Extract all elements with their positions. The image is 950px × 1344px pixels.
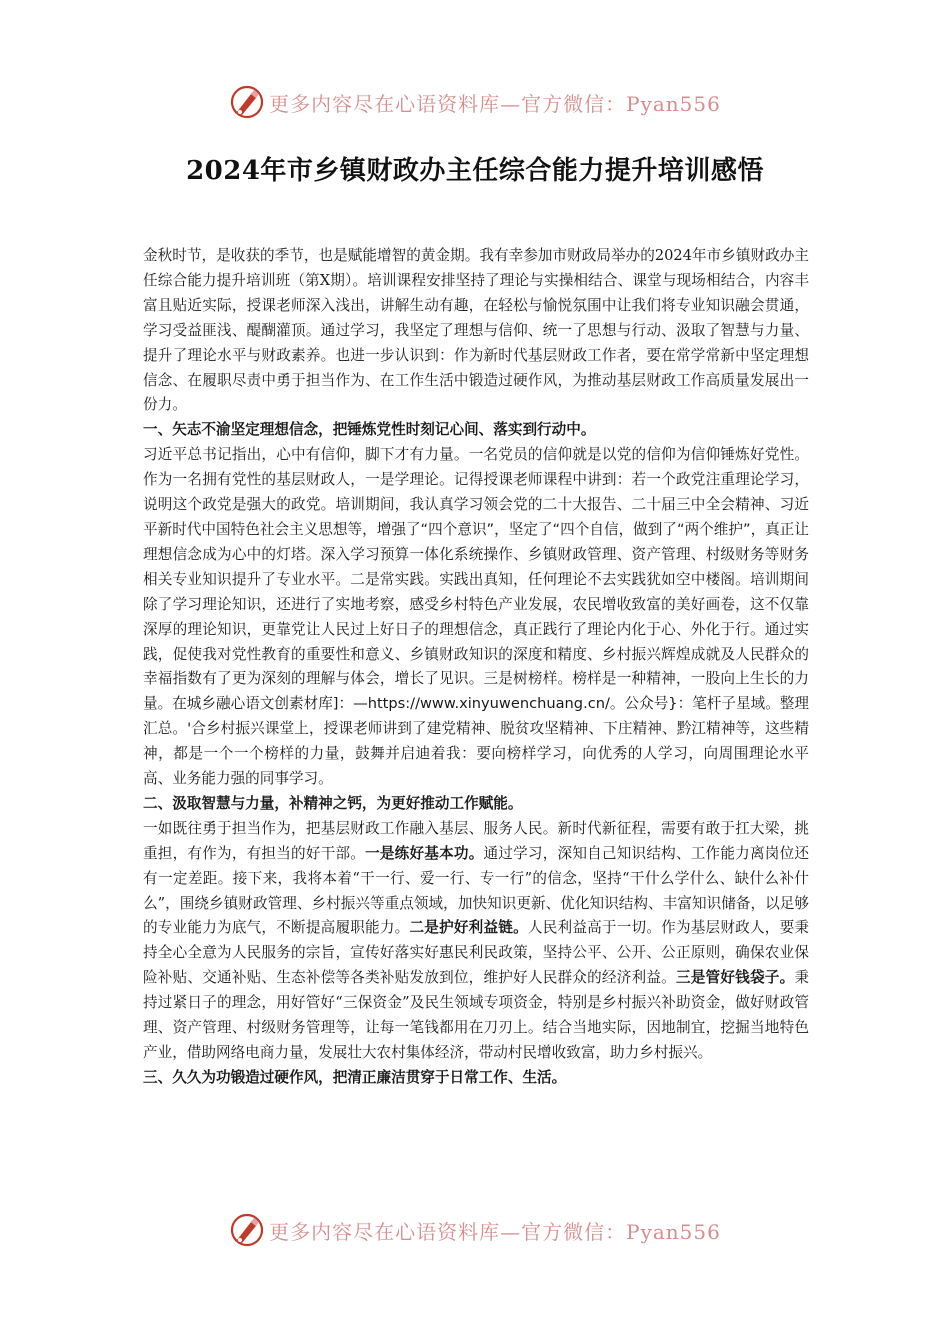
pen-logo-icon <box>229 84 265 120</box>
section-2-body <box>143 817 809 1066</box>
section-1-body: 习近平总书记指出，心中有信仰，脚下才有力量。一名党员的信仰就是以党的信仰为信仰锤炼好党性。作为一名拥有党性的基层财政人，一是学理论。记得授课老师课程中讲到：若一个政党注重理论学习，说明这个政党是强大的政党。培训期间，我认真学习领会党的二十大报告、二十届三中全会精神、习近平新时代中国特色社会主义思想等，增强了“四个意识”，坚定了“四个自信，做到了“两个维护”，真正让理想信念成为心中的灯塔。深入学习预算一体化系统操作、乡镇财政管理、资产管理、村级财务等财务相关专业知识提升了专业水平。二是常实践。实践出真知，任何理论不去实践犹如空中楼阁。培训期间除了学习理论知识，还进行了实地考察，感受乡村特色产业发展，农民增收致富的美好画卷，这不仅靠深厚的理论知识，更靠党让人民过上好日子的理想信念，真正践行了理论内化于心、外化于行。通过实践，促使我对党性教育的重要性和意义、乡镇财政知识的深度和精度、乡村振兴辉煌成就及人民群众的幸福指数有了更为深刻的理解与体会，增长了见识。三是树榜样。榜样是一种精神，一股向上生长的力量。在城乡融心语文创素材库]：—https://www.xinyuwenchuang.cn/。公众号}：笔杆子星域。整理汇总。'合乡村振兴课堂上，授课老师讲到了建党精神、脱贫攻坚精神、下庄精神、黔江精神等，这些精神，都是一个一个榜样的力量，鼓舞并启迪着我：要向榜样学习，向优秀的人学习，向周围理论水平高、业务能力强的同事学习。 <box>143 446 809 788</box>
banner-text: 更多内容尽在心语资料库—官方微信：Pyan556 <box>269 91 721 116</box>
section-2-point-2: 二是护好利益链。 <box>409 919 528 937</box>
banner-text: 更多内容尽在心语资料库—官方微信：Pyan556 <box>269 1219 721 1244</box>
section-2-heading: 二、汲取智慧与力量，补精神之钙，为更好推动工作赋能。 <box>143 794 523 812</box>
header-banner <box>0 82 950 122</box>
section-2-text-4: 秉持过紧日子的理念，用好管好“三保资金”及民生领域专项资金，特别是乡村振兴补助资金，做好财政管理、资产管理、村级财务管理等，让每一笔钱都用在刀刃上。结合当地实际，因地制宜，挖掘当地特色产业，借助网络电商力量，发展壮大农村集体经济，带动村民增收致富，助力乡村振兴。 <box>143 969 809 1061</box>
section-2-point-1: 一是练好基本功。 <box>365 844 484 862</box>
section-3-heading: 三、久久为功锻造过硬作风，把清正廉洁贯穿于日常工作、生活。 <box>143 1068 567 1086</box>
footer-banner <box>0 1210 950 1250</box>
section-1-heading: 一、矢志不渝坚定理想信念，把锤炼党性时刻记心间、落实到行动中。 <box>143 421 596 439</box>
page-title: 2024年市乡镇财政办主任综合能力提升培训感悟 <box>186 156 764 186</box>
intro-paragraph: 金秋时节，是收获的季节，也是赋能增智的黄金期。我有幸参加市财政局举办的2024年市乡镇财政办主任综合能力提升培训班（第X期）。培训课程安排坚持了理论与实操相结合、课堂与现场相结合，内容丰富且贴近实际，授课老师深入浅出，讲解生动有趣，在轻松与愉悦氛围中让我们将专业知识融会贯通，学习受益匪浅、醍醐灌顶。通过学习，我坚定了理想与信仰、统一了思想与行动、汲取了智慧与力量、提升了理论水平与财政素养。也进一步认识到：作为新时代基层财政工作者，要在常学常新中坚定理想信念、在履职尽责中勇于担当作为、在工作生活中锻造过硬作风，为推动基层财政工作高质量发展出一份力。 <box>143 247 809 414</box>
article-body <box>143 244 809 1091</box>
section-2-text-2: 通过学习，深知自己知识结构、工作能力离岗位还有一定差距。接下来，我将本着“干一行、爱一行、专一行”的信念，坚持“干什么学什么、缺什么补什么”，围绕乡镇财政管理、乡村振兴等重点领域，加快知识更新、优化知识结构、丰富知识储备，以足够的专业能力为底气，不断提高履职能力。 <box>143 844 809 937</box>
section-2-text-1: 一如既往勇于担当作为，把基层财政工作融入基层、服务人民。新时代新征程，需要有敢于扛大梁，挑重担，有作为，有担当的好干部。 <box>143 819 809 862</box>
section-2-text-3: 人民利益高于一切。作为基层财政人，要秉持全心全意为人民服务的宗旨，宣传好落实好惠民利民政策，坚持公平、公开、公正原则，确保农业保险补贴、交通补贴、生态补偿等各类补贴发放到位，维护好人民群众的经济利益。 <box>143 919 809 987</box>
section-2-point-3: 三是管好钱袋子。 <box>675 969 795 987</box>
pen-logo-icon <box>229 1212 265 1248</box>
